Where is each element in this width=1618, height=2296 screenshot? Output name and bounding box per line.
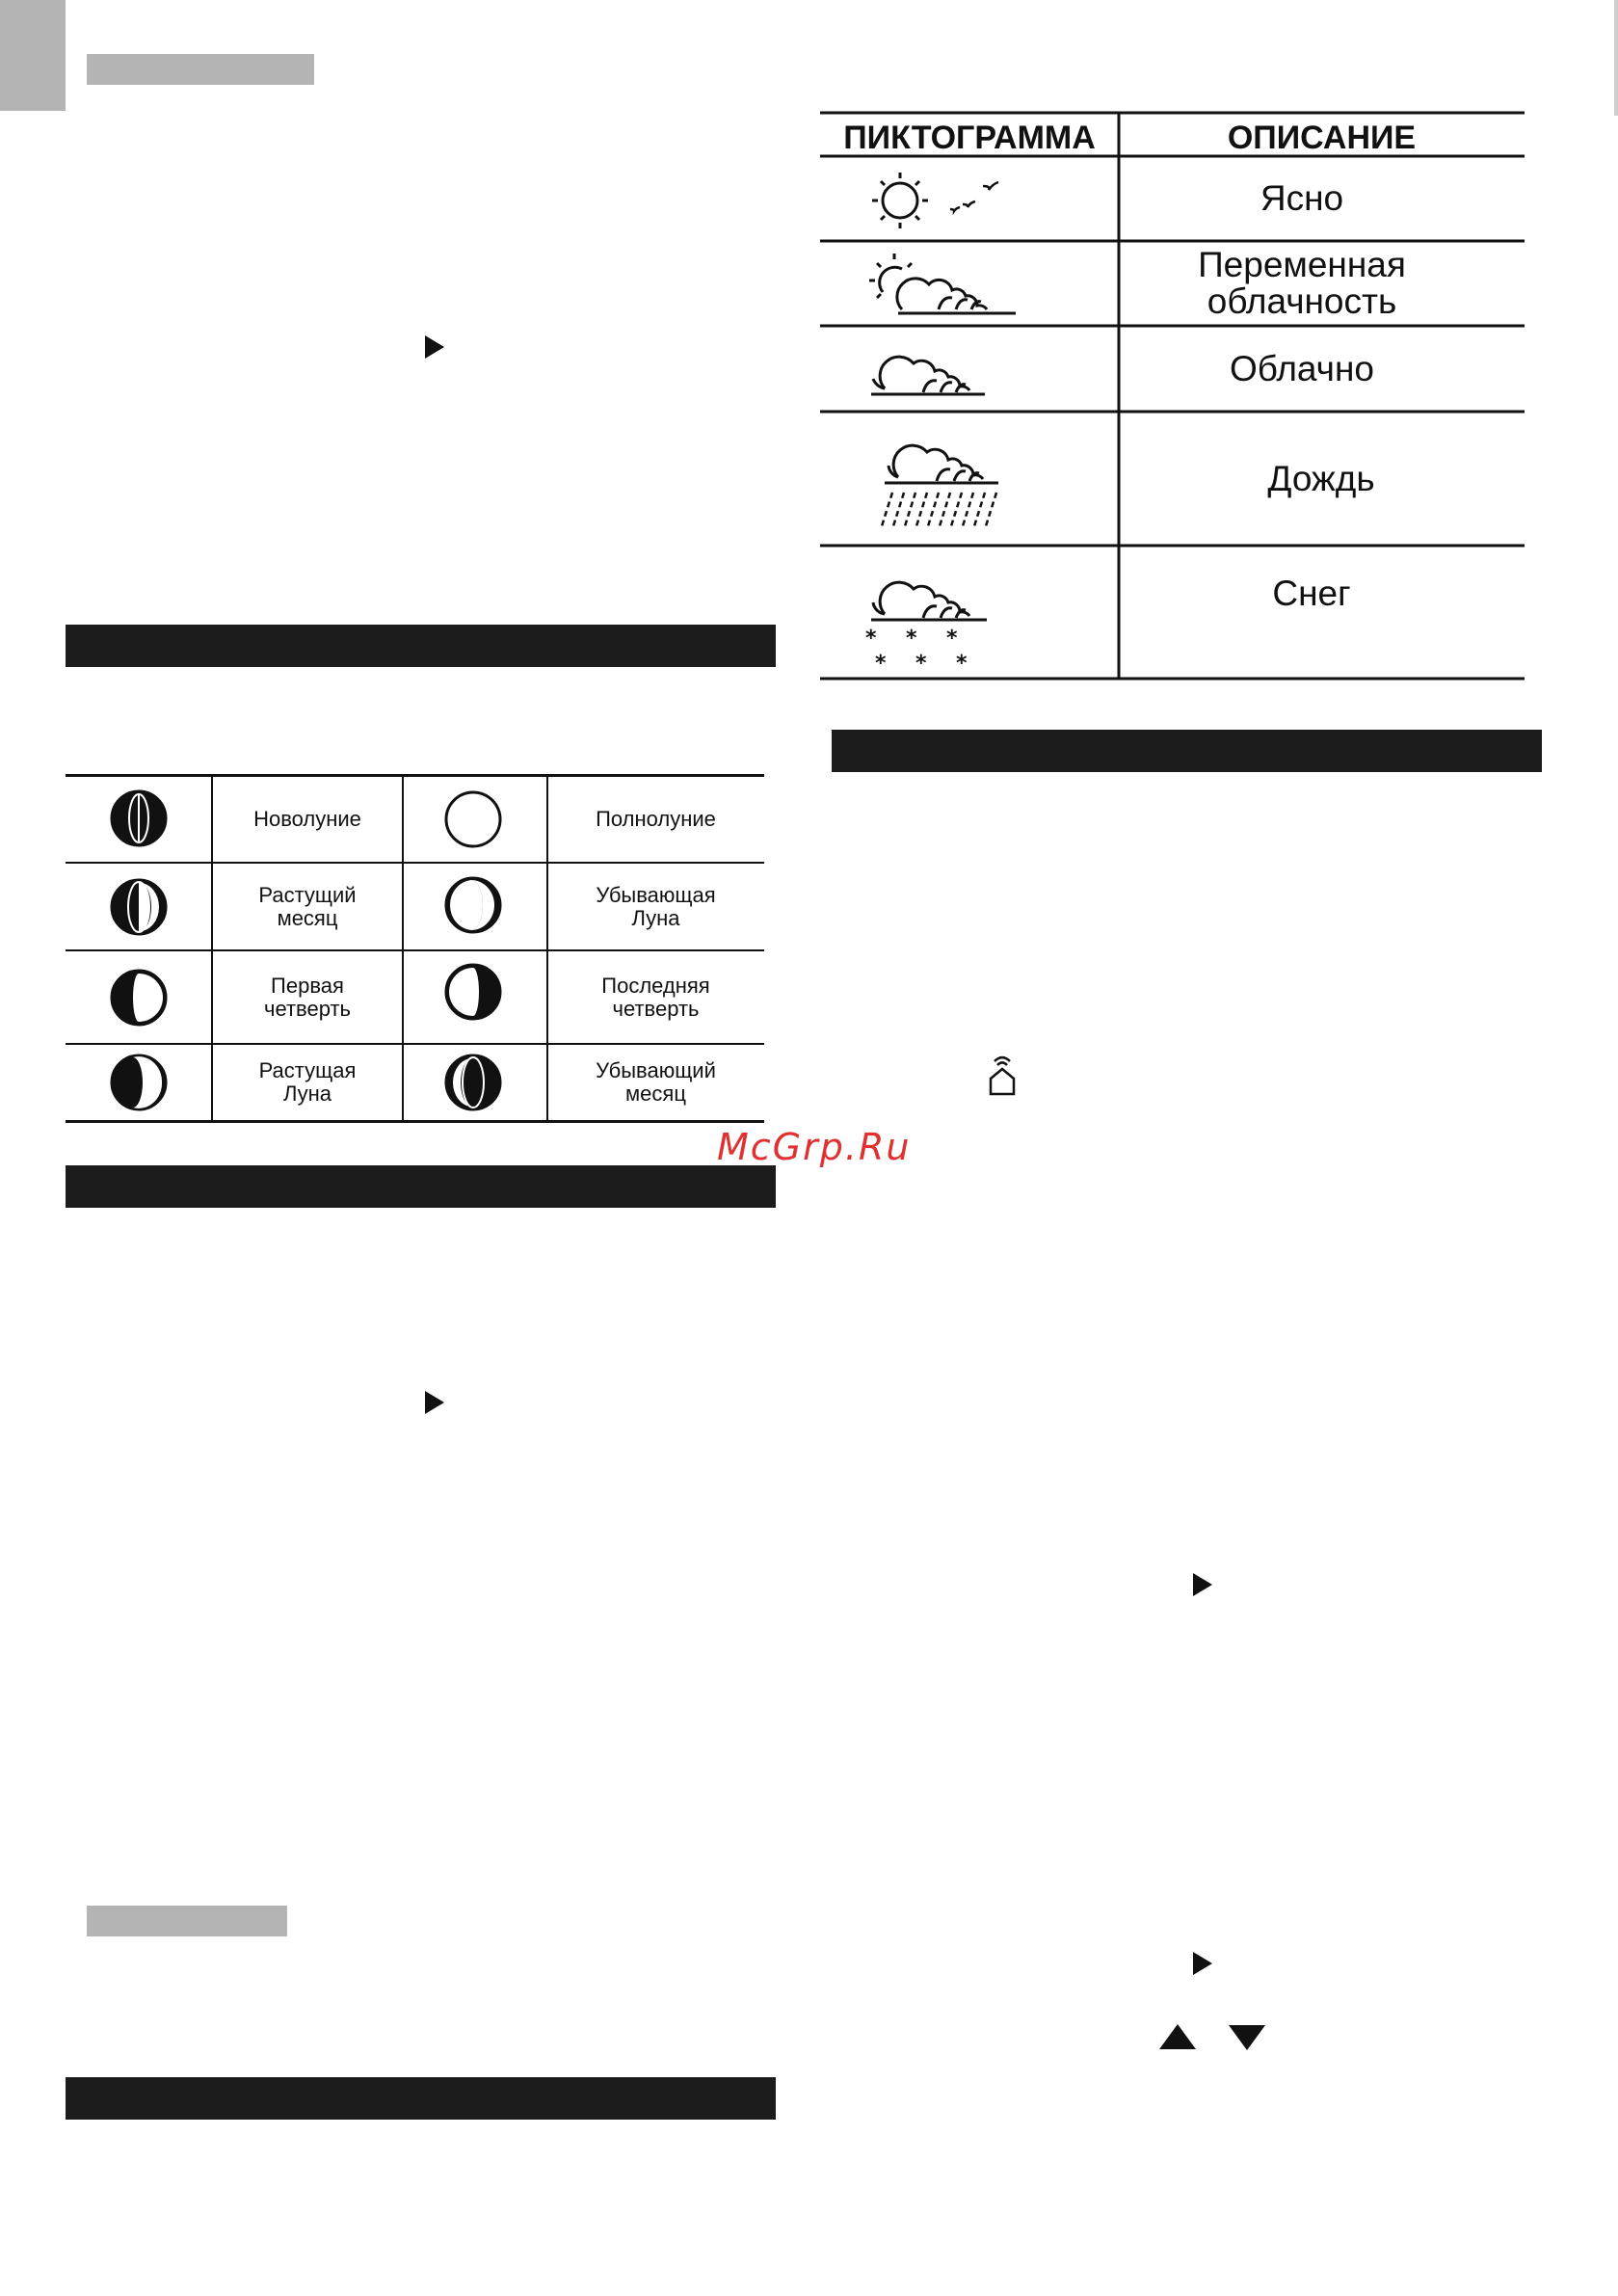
moon-phase-table <box>66 774 764 1123</box>
snow-icon <box>863 566 998 672</box>
moon-label-new-moon: Новолуние <box>253 807 361 831</box>
waxing-gibbous-icon <box>108 1052 170 1113</box>
section-header-bar <box>66 2077 776 2120</box>
section-label-bar-top <box>87 54 314 85</box>
weather-desc-cloudy: Облачно <box>1230 348 1374 388</box>
play-arrow-icon <box>1193 1952 1212 1975</box>
last-quarter-icon <box>442 961 504 1023</box>
section-header-bar <box>66 1165 776 1208</box>
play-arrow-icon <box>1193 1573 1212 1596</box>
weather-desc-snow: Снег <box>1272 574 1351 613</box>
waxing-crescent-icon <box>108 876 170 938</box>
page-corner-tab <box>0 0 66 111</box>
weather-icon-table <box>820 111 1525 681</box>
section-header-bar <box>832 730 1542 772</box>
waning-gibbous-icon <box>442 874 504 936</box>
svg-text:*: * <box>956 652 968 672</box>
moon-label-waxing-crescent: Растущий месяц <box>258 882 357 930</box>
weather-col-header-icon: ПИКТОГРАММА <box>843 120 1096 156</box>
svg-text:*: * <box>875 652 887 672</box>
house-signal-icon <box>985 1054 1020 1096</box>
play-arrow-icon <box>425 335 444 359</box>
moon-label-waning-crescent: Убывающий месяц <box>596 1058 716 1106</box>
page-edge-mark <box>1614 0 1618 116</box>
svg-text:*: * <box>915 652 927 672</box>
full-moon-icon <box>442 788 504 850</box>
moon-label-last-quarter: Последняя четверть <box>601 973 710 1021</box>
moon-label-waxing-gibbous: Растущая Луна <box>258 1058 357 1106</box>
play-arrow-icon <box>425 1391 444 1414</box>
svg-text:*: * <box>906 627 917 651</box>
watermark-text: McGrp.Ru <box>717 1126 912 1168</box>
cloud-icon <box>863 338 998 402</box>
moon-label-waning-gibbous: Убывающая Луна <box>596 882 716 930</box>
section-label-bar-bottom <box>87 1906 287 1936</box>
rain-icon <box>863 433 1008 535</box>
sun-cloud-icon <box>863 250 1027 321</box>
moon-label-first-quarter: Первая четверть <box>263 973 351 1021</box>
new-moon-icon <box>108 788 170 849</box>
arrow-down-icon <box>1229 2025 1265 2050</box>
weather-desc-clear: Ясно <box>1260 178 1344 218</box>
arrow-up-icon <box>1159 2024 1196 2049</box>
moon-label-full-moon: Полнолуние <box>596 807 716 831</box>
svg-text:*: * <box>946 627 958 651</box>
sun-birds-icon <box>863 167 1018 234</box>
weather-desc-rain: Дождь <box>1267 458 1375 498</box>
weather-desc-partly-cloudy: Переменная облачность <box>1198 245 1406 321</box>
first-quarter-icon <box>108 967 170 1028</box>
weather-col-header-desc: ОПИСАНИЕ <box>1227 120 1417 156</box>
section-header-bar <box>66 625 776 667</box>
svg-text:*: * <box>865 627 877 651</box>
waning-crescent-icon <box>442 1052 504 1113</box>
